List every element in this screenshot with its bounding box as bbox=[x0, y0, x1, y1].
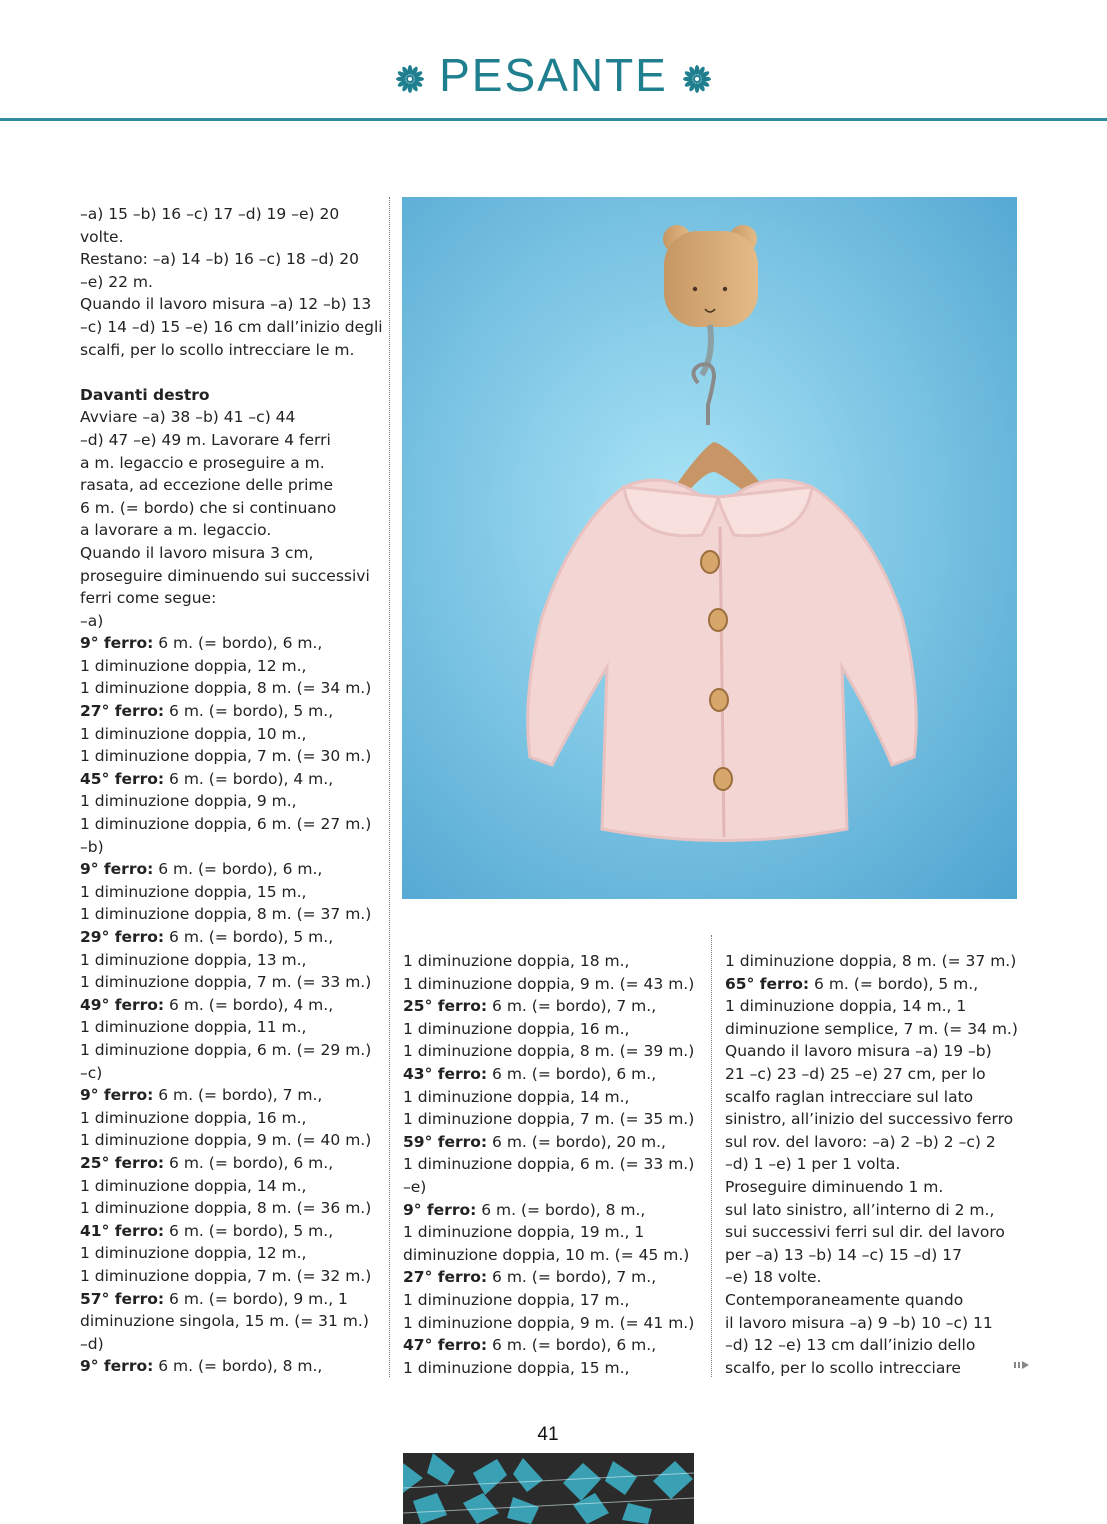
row-instruction bbox=[80, 632, 380, 655]
product-photo bbox=[402, 197, 1017, 899]
text-line: volte. bbox=[80, 227, 124, 246]
row-detail: 6 m. (= bordo), 6 m., bbox=[153, 634, 323, 653]
header-rule bbox=[0, 118, 1107, 121]
text-line: Avviare –a) 38 –b) 41 –c) 44 bbox=[80, 408, 296, 427]
text-line: 1 diminuzione doppia, 10 m., bbox=[80, 724, 307, 743]
text-line: 1 diminuzione doppia, 13 m., bbox=[80, 950, 307, 969]
row-number: 43° ferro: bbox=[403, 1064, 488, 1083]
row-instruction bbox=[403, 995, 693, 1018]
text-line: –e) 22 m. bbox=[80, 272, 153, 291]
text-line: 1 diminuzione doppia, 16 m., bbox=[403, 1019, 630, 1038]
row-number: 65° ferro: bbox=[725, 974, 810, 993]
text-line: 1 diminuzione doppia, 18 m., bbox=[403, 952, 630, 970]
row-number: 27° ferro: bbox=[80, 702, 165, 721]
text-line: 1 diminuzione doppia, 6 m. (= 27 m.) bbox=[80, 815, 372, 834]
text-line: sui successivi ferri sul dir. del lavoro bbox=[725, 1223, 1005, 1242]
text-line: 1 diminuzione doppia, 8 m. (= 37 m.) bbox=[80, 905, 372, 924]
text-line: –e) 18 volte. bbox=[725, 1268, 822, 1287]
row-number: 9° ferro: bbox=[80, 1357, 154, 1376]
row-detail: 6 m. (= bordo), 6 m., bbox=[164, 1153, 334, 1172]
row-detail: 6 m. (= bordo), 6 m., bbox=[487, 1336, 657, 1355]
text-line: 1 diminuzione doppia, 16 m., bbox=[80, 1108, 307, 1127]
text-line: diminuzione doppia, 10 m. (= 45 m.) bbox=[403, 1245, 690, 1264]
text-line: sul rov. del lavoro: –a) 2 –b) 2 –c) 2 bbox=[725, 1132, 996, 1151]
text-line: 1 diminuzione doppia, 9 m. (= 43 m.) bbox=[403, 974, 695, 993]
row-detail: 6 m. (= bordo), 7 m., bbox=[487, 1268, 657, 1287]
text-line: 1 diminuzione doppia, 19 m., 1 bbox=[403, 1223, 645, 1242]
row-number: 9° ferro: bbox=[80, 860, 154, 879]
flower-icon bbox=[395, 64, 425, 94]
row-number: 59° ferro: bbox=[403, 1132, 488, 1151]
section-title: Davanti destro bbox=[80, 385, 210, 404]
text-line: 1 diminuzione doppia, 15 m., bbox=[80, 882, 307, 901]
text-line: scalfo raglan intrecciare sul lato bbox=[725, 1087, 974, 1106]
row-number: 9° ferro: bbox=[80, 1086, 154, 1105]
row-detail: 6 m. (= bordo), 5 m., bbox=[164, 928, 334, 946]
row-detail: 6 m. (= bordo), 5 m., bbox=[164, 702, 334, 721]
text-line: 1 diminuzione doppia, 7 m. (= 35 m.) bbox=[403, 1110, 695, 1129]
text-line: 1 diminuzione doppia, 8 m. (= 37 m.) bbox=[725, 952, 1017, 970]
row-number: 47° ferro: bbox=[403, 1336, 488, 1355]
row-instruction bbox=[725, 973, 1025, 996]
row-detail: 6 m. (= bordo), 5 m., bbox=[164, 1221, 334, 1240]
text-line: 1 diminuzione doppia, 12 m., bbox=[80, 1244, 307, 1263]
page-title: PESANTE bbox=[439, 49, 668, 101]
row-instruction bbox=[403, 1199, 693, 1222]
text-line: –a) 15 –b) 16 –c) 17 –d) 19 –e) 20 bbox=[80, 205, 340, 223]
text-line: 1 diminuzione doppia, 8 m. (= 39 m.) bbox=[403, 1042, 695, 1061]
text-line: 21 –c) 23 –d) 25 –e) 27 cm, per lo bbox=[725, 1064, 986, 1083]
text-column-1 bbox=[80, 203, 383, 1378]
text-line: rasata, ad eccezione delle prime bbox=[80, 476, 334, 495]
text-line: 6 m. (= bordo) che si continuano bbox=[80, 498, 337, 517]
text-line: –d) 1 –e) 1 per 1 volta. bbox=[725, 1155, 901, 1174]
text-line: 1 diminuzione doppia, 8 m. (= 36 m.) bbox=[80, 1199, 372, 1218]
row-detail: 6 m. (= bordo), 7 m., bbox=[153, 1086, 323, 1105]
text-line: scalfo, per lo scollo intrecciare bbox=[725, 1358, 961, 1377]
text-line: Proseguire diminuendo 1 m. bbox=[725, 1177, 944, 1196]
row-instruction bbox=[80, 1288, 380, 1311]
text-line: proseguire diminuendo sui successivi bbox=[80, 566, 370, 585]
row-instruction bbox=[403, 1063, 693, 1086]
text-line: 1 diminuzione doppia, 7 m. (= 33 m.) bbox=[80, 973, 372, 992]
row-instruction bbox=[80, 1152, 380, 1175]
text-line: Contemporaneamente quando bbox=[725, 1290, 964, 1309]
text-line: diminuzione semplice, 7 m. (= 34 m.) bbox=[725, 1019, 1018, 1038]
row-instruction bbox=[80, 1084, 380, 1107]
row-number: 45° ferro: bbox=[80, 769, 165, 788]
text-line: ferri come segue: bbox=[80, 589, 217, 608]
row-detail: 6 m. (= bordo), 20 m., bbox=[487, 1132, 666, 1151]
text-column-2 bbox=[403, 950, 693, 1379]
header-title-row bbox=[0, 49, 1107, 101]
row-instruction bbox=[80, 926, 380, 949]
row-number: 9° ferro: bbox=[80, 634, 154, 653]
knit-swatch-image bbox=[403, 1453, 694, 1524]
text-line: Quando il lavoro misura 3 cm, bbox=[80, 543, 314, 562]
text-line: 1 diminuzione doppia, 9 m. (= 41 m.) bbox=[403, 1313, 695, 1332]
text-line: 1 diminuzione doppia, 12 m., bbox=[80, 656, 307, 675]
row-instruction bbox=[403, 1334, 693, 1357]
text-line: sul lato sinistro, all’interno di 2 m., bbox=[725, 1200, 995, 1219]
text-line: 1 diminuzione doppia, 6 m. (= 33 m.) bbox=[403, 1155, 695, 1174]
column-divider bbox=[389, 197, 390, 1377]
continue-arrow-icon bbox=[1014, 1360, 1030, 1370]
row-number: 25° ferro: bbox=[80, 1153, 165, 1172]
text-line: –b) bbox=[80, 837, 104, 856]
text-line: 1 diminuzione doppia, 14 m., 1 bbox=[725, 997, 967, 1016]
row-detail: 6 m. (= bordo), 6 m., bbox=[153, 860, 323, 879]
text-line: –e) bbox=[403, 1177, 427, 1196]
row-instruction bbox=[80, 994, 380, 1017]
text-line: –d) bbox=[80, 1334, 104, 1353]
row-detail: 6 m. (= bordo), 8 m., bbox=[153, 1357, 323, 1376]
row-instruction bbox=[80, 1355, 380, 1378]
text-line: 1 diminuzione doppia, 7 m. (= 32 m.) bbox=[80, 1266, 372, 1285]
text-line: Quando il lavoro misura –a) 19 –b) bbox=[725, 1042, 992, 1061]
knitted-coat-illustration bbox=[402, 197, 1017, 899]
row-detail: 6 m. (= bordo), 6 m., bbox=[487, 1064, 657, 1083]
row-instruction bbox=[403, 1131, 693, 1154]
page-header bbox=[0, 0, 1107, 122]
text-line: –d) 12 –e) 13 cm dall’inizio dello bbox=[725, 1336, 976, 1355]
text-line: a m. legaccio e proseguire a m. bbox=[80, 453, 325, 472]
text-line: Restano: –a) 14 –b) 16 –c) 18 –d) 20 bbox=[80, 250, 359, 269]
text-line: –a) bbox=[80, 611, 104, 630]
row-detail: 6 m. (= bordo), 8 m., bbox=[476, 1200, 646, 1219]
row-detail: 6 m. (= bordo), 4 m., bbox=[164, 769, 334, 788]
row-number: 49° ferro: bbox=[80, 995, 165, 1014]
text-line: a lavorare a m. legaccio. bbox=[80, 521, 272, 540]
text-line: diminuzione singola, 15 m. (= 31 m.) bbox=[80, 1312, 369, 1331]
row-instruction bbox=[80, 768, 380, 791]
text-line: –c) 14 –d) 15 –e) 16 cm dall’inizio degli bbox=[80, 317, 383, 336]
text-line: 1 diminuzione doppia, 15 m., bbox=[403, 1358, 630, 1377]
row-instruction bbox=[80, 700, 380, 723]
text-line: 1 diminuzione doppia, 14 m., bbox=[403, 1087, 630, 1106]
text-line: 1 diminuzione doppia, 7 m. (= 30 m.) bbox=[80, 747, 372, 766]
row-detail: 6 m. (= bordo), 7 m., bbox=[487, 997, 657, 1016]
row-number: 57° ferro: bbox=[80, 1289, 165, 1308]
text-line: 1 diminuzione doppia, 17 m., bbox=[403, 1290, 630, 1309]
text-line: 1 diminuzione doppia, 8 m. (= 34 m.) bbox=[80, 679, 372, 698]
text-line: 1 diminuzione doppia, 6 m. (= 29 m.) bbox=[80, 1040, 372, 1059]
row-instruction bbox=[80, 858, 380, 881]
row-detail: 6 m. (= bordo), 5 m., bbox=[809, 974, 979, 993]
text-line: –c) bbox=[80, 1063, 103, 1082]
paragraph-gap bbox=[80, 361, 380, 384]
column-divider bbox=[711, 935, 712, 1377]
text-line: 1 diminuzione doppia, 14 m., bbox=[80, 1176, 307, 1195]
row-instruction bbox=[80, 1220, 380, 1243]
row-detail: 6 m. (= bordo), 9 m., 1 bbox=[164, 1289, 348, 1308]
text-column-3 bbox=[725, 950, 1025, 1379]
text-line: Quando il lavoro misura –a) 12 –b) 13 bbox=[80, 295, 372, 314]
text-line: 1 diminuzione doppia, 11 m., bbox=[80, 1018, 307, 1037]
row-instruction bbox=[403, 1266, 693, 1289]
row-number: 25° ferro: bbox=[403, 997, 488, 1016]
text-line: sinistro, all’inizio del successivo ferro bbox=[725, 1110, 1014, 1129]
text-line: 1 diminuzione doppia, 9 m., bbox=[80, 792, 297, 811]
text-line: –d) 47 –e) 49 m. Lavorare 4 ferri bbox=[80, 430, 331, 449]
page-number: 41 bbox=[537, 1424, 559, 1445]
row-detail: 6 m. (= bordo), 4 m., bbox=[164, 995, 334, 1014]
row-number: 9° ferro: bbox=[403, 1200, 477, 1219]
text-line: per –a) 13 –b) 14 –c) 15 –d) 17 bbox=[725, 1245, 962, 1264]
text-line: 1 diminuzione doppia, 9 m. (= 40 m.) bbox=[80, 1131, 372, 1150]
row-number: 27° ferro: bbox=[403, 1268, 488, 1287]
text-line: scalfi, per lo scollo intrecciare le m. bbox=[80, 340, 355, 359]
row-number: 29° ferro: bbox=[80, 928, 165, 946]
row-number: 41° ferro: bbox=[80, 1221, 165, 1240]
text-line: il lavoro misura –a) 9 –b) 10 –c) 11 bbox=[725, 1313, 993, 1332]
flower-icon bbox=[682, 64, 712, 94]
